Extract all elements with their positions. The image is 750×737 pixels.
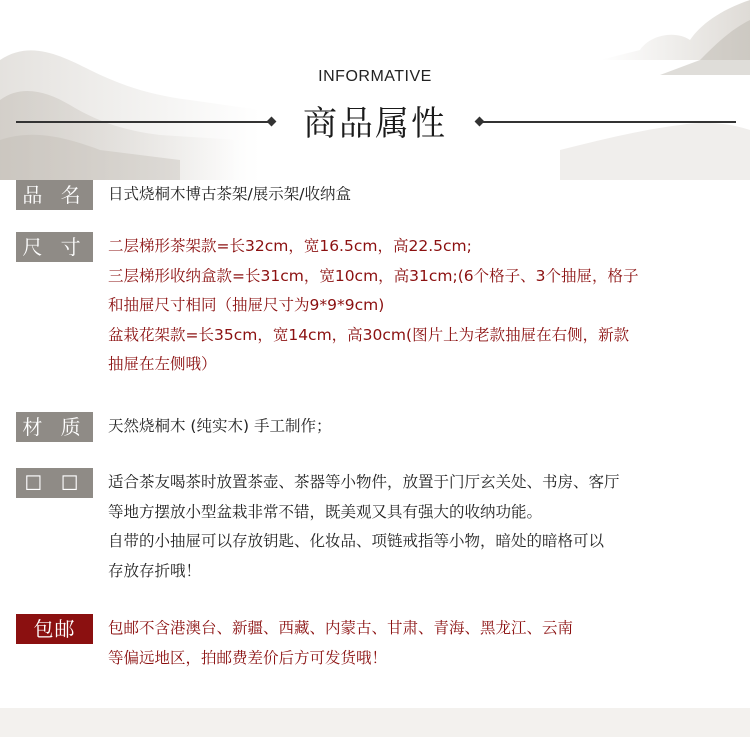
title-rule-right bbox=[482, 121, 736, 123]
content-usage bbox=[108, 468, 728, 586]
text-line: 抽屉在左侧哦） bbox=[108, 355, 217, 373]
text-line: 二层梯形茶架款=长32cm，宽16.5cm，高22.5cm; bbox=[108, 237, 472, 255]
text-line: 三层梯形收纳盒款=长31cm，宽10cm，高31cm;(6个格子、3个抽屉，格子 bbox=[108, 266, 639, 285]
text-line: 盆栽花架款=长35cm，宽14cm，高30cm(图片上为老款抽屉在右侧，新款 bbox=[108, 325, 630, 344]
bottom-band bbox=[0, 708, 750, 737]
text-line: 包邮不含港澳台、新疆、西藏、内蒙古、甘肃、青海、黑龙江、云南 bbox=[108, 619, 574, 637]
content-product-name bbox=[108, 180, 728, 210]
page-title: 商品属性 bbox=[303, 104, 447, 144]
content-shipping bbox=[108, 614, 728, 673]
title-rule-left bbox=[16, 121, 271, 123]
text-line: 和抽屉尺寸相同（抽屉尺寸为9*9*9cm) bbox=[108, 296, 385, 314]
text-line: 日式烧桐木博古茶架/展示架/收纳盒 bbox=[108, 185, 351, 203]
label-shipping: 包邮 bbox=[16, 614, 93, 644]
label-material: 材 质 bbox=[16, 412, 93, 442]
content-material bbox=[108, 412, 728, 442]
text-line: 自带的小抽屉可以存放钥匙、化妆品、项链戒指等小物，暗处的暗格可以 bbox=[108, 532, 605, 550]
label-product-name: 品 名 bbox=[16, 180, 93, 210]
label-size: 尺 寸 bbox=[16, 232, 93, 262]
text-line: 天然烧桐木 (纯实木) 手工制作； bbox=[108, 417, 332, 435]
text-line: 存放存折哦！ bbox=[108, 561, 202, 580]
content-size bbox=[108, 232, 728, 380]
header-subtitle: INFORMATIVE bbox=[318, 68, 432, 85]
text-line: 等地方摆放小型盆栽非常不错，既美观又具有强大的收纳功能。 bbox=[108, 502, 543, 521]
text-line: 等偏远地区，拍邮费差价后方可发货哦！ bbox=[108, 648, 388, 667]
label-usage: ☐ ☐ bbox=[16, 468, 93, 498]
text-line: 适合茶友喝茶时放置茶壶、茶器等小物件，放置于门厅玄关处、书房、客厅 bbox=[108, 473, 620, 491]
ink-mountains-background bbox=[0, 0, 750, 180]
